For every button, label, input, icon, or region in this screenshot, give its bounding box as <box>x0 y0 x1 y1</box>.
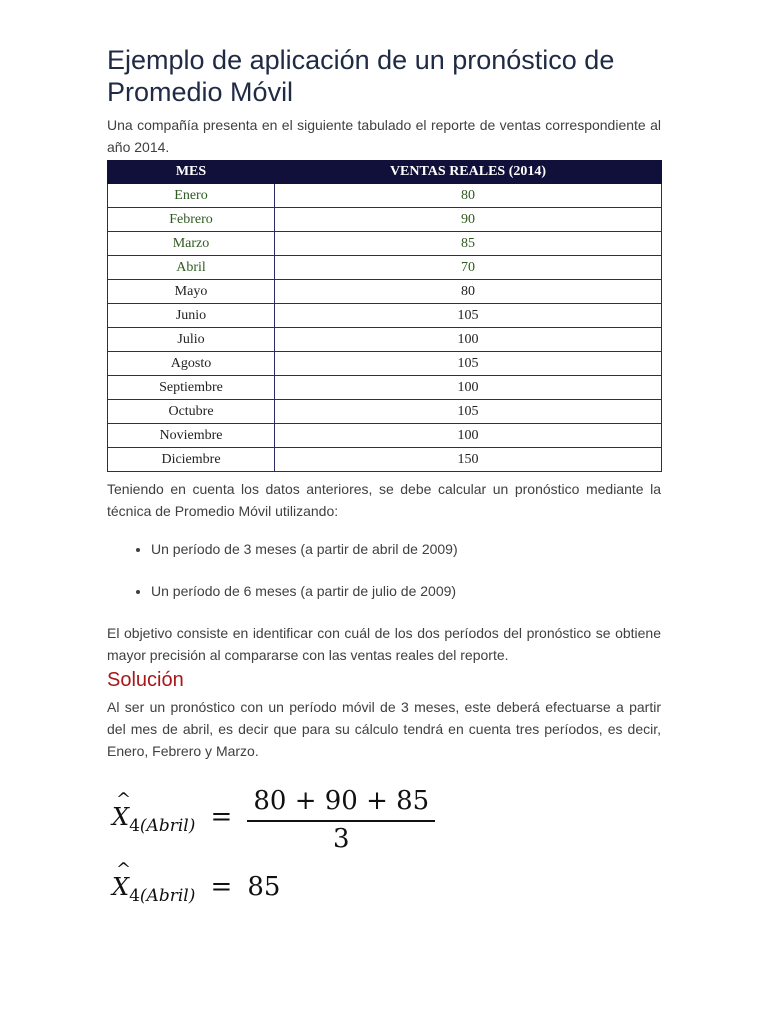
formula-subscript <box>129 816 195 836</box>
x-hat-symbol <box>112 788 132 831</box>
fraction-numerator: 80 + 90 + 85 <box>247 786 435 822</box>
table-row <box>108 400 662 424</box>
header-mes: MES <box>108 161 275 184</box>
list-item: • Un período de 3 meses (a partir de abril de 2009) <box>151 538 661 560</box>
cell-ventas: 100 <box>275 376 662 400</box>
cell-mes: Mayo <box>108 280 275 304</box>
subscript-number: 4 <box>129 815 140 836</box>
x-symbol: X <box>112 873 130 901</box>
table-header-row <box>108 161 662 184</box>
cell-mes: Marzo <box>108 232 275 256</box>
cell-mes: Noviembre <box>108 424 275 448</box>
cell-ventas: 150 <box>275 448 662 472</box>
header-ventas: VENTAS REALES (2014) <box>275 161 662 184</box>
cell-ventas: 105 <box>275 352 662 376</box>
document-page <box>107 44 661 762</box>
table-row <box>108 448 662 472</box>
objective-paragraph: El objetivo consiste en identificar con cuál de los dos períodos del pronóstico se obtiene mayor precisión al compararse con las ventas reales del reporte. <box>107 625 661 663</box>
equals-sign: = <box>210 872 233 902</box>
subscript-label: (Abril) <box>139 886 196 906</box>
cell-ventas: 70 <box>275 256 662 280</box>
title-line-2: Promedio Móvil <box>107 77 294 107</box>
title-line-1: Ejemplo de aplicación de un pronóstico de <box>107 45 615 75</box>
sales-table <box>107 160 662 472</box>
formula-subscript <box>129 886 195 906</box>
table-body <box>108 184 662 472</box>
table-row <box>108 208 662 232</box>
table-row <box>108 376 662 400</box>
intro-paragraph: Una compañía presenta en el siguiente tabulado el reporte de ventas correspondiente al año 2014. <box>107 117 661 155</box>
table-row <box>108 184 662 208</box>
x-hat-symbol <box>112 859 132 901</box>
table-row <box>108 352 662 376</box>
formula-result <box>112 859 281 906</box>
equals-sign: = <box>210 801 233 832</box>
cell-ventas: 100 <box>275 328 662 352</box>
cell-ventas: 105 <box>275 400 662 424</box>
cell-mes: Agosto <box>108 352 275 376</box>
table-row <box>108 256 662 280</box>
table-row <box>108 424 662 448</box>
formula-average <box>112 786 435 854</box>
subscript-label: (Abril) <box>139 815 196 836</box>
table-row <box>108 280 662 304</box>
fraction <box>247 786 435 854</box>
hat-accent: ^ <box>116 788 132 810</box>
page-title <box>107 44 661 108</box>
table-row <box>108 328 662 352</box>
cell-mes: Junio <box>108 304 275 328</box>
fraction-denominator: 3 <box>333 824 350 854</box>
cell-mes: Octubre <box>108 400 275 424</box>
hat-accent: ^ <box>116 859 132 880</box>
table-row <box>108 232 662 256</box>
solution-heading: Solución <box>107 669 184 691</box>
cell-mes: Enero <box>108 184 275 208</box>
cell-ventas: 90 <box>275 208 662 232</box>
cell-mes: Septiembre <box>108 376 275 400</box>
cell-ventas: 105 <box>275 304 662 328</box>
cell-ventas: 85 <box>275 232 662 256</box>
subscript-number: 4 <box>129 886 140 906</box>
cell-mes: Abril <box>108 256 275 280</box>
cell-mes: Diciembre <box>108 448 275 472</box>
table-row <box>108 304 662 328</box>
cell-ventas: 80 <box>275 280 662 304</box>
cell-mes: Febrero <box>108 208 275 232</box>
x-symbol: X <box>112 802 130 831</box>
period-list <box>107 538 661 602</box>
cell-ventas: 100 <box>275 424 662 448</box>
list-item: • Un período de 6 meses (a partir de julio de 2009) <box>151 580 661 602</box>
result-value: 85 <box>247 872 281 902</box>
cell-mes: Julio <box>108 328 275 352</box>
cell-ventas: 80 <box>275 184 662 208</box>
after-table-paragraph: Teniendo en cuenta los datos anteriores, se debe calcular un pronóstico mediante la técnica de Promedio Móvil utilizando: <box>107 481 661 519</box>
solution-paragraph: Al ser un pronóstico con un período móvil de 3 meses, este deberá efectuarse a partir del mes de abril, es decir que para su cálculo tendrá en cuenta tres períodos, es decir, Enero, Febrero y Marzo. <box>107 699 661 759</box>
